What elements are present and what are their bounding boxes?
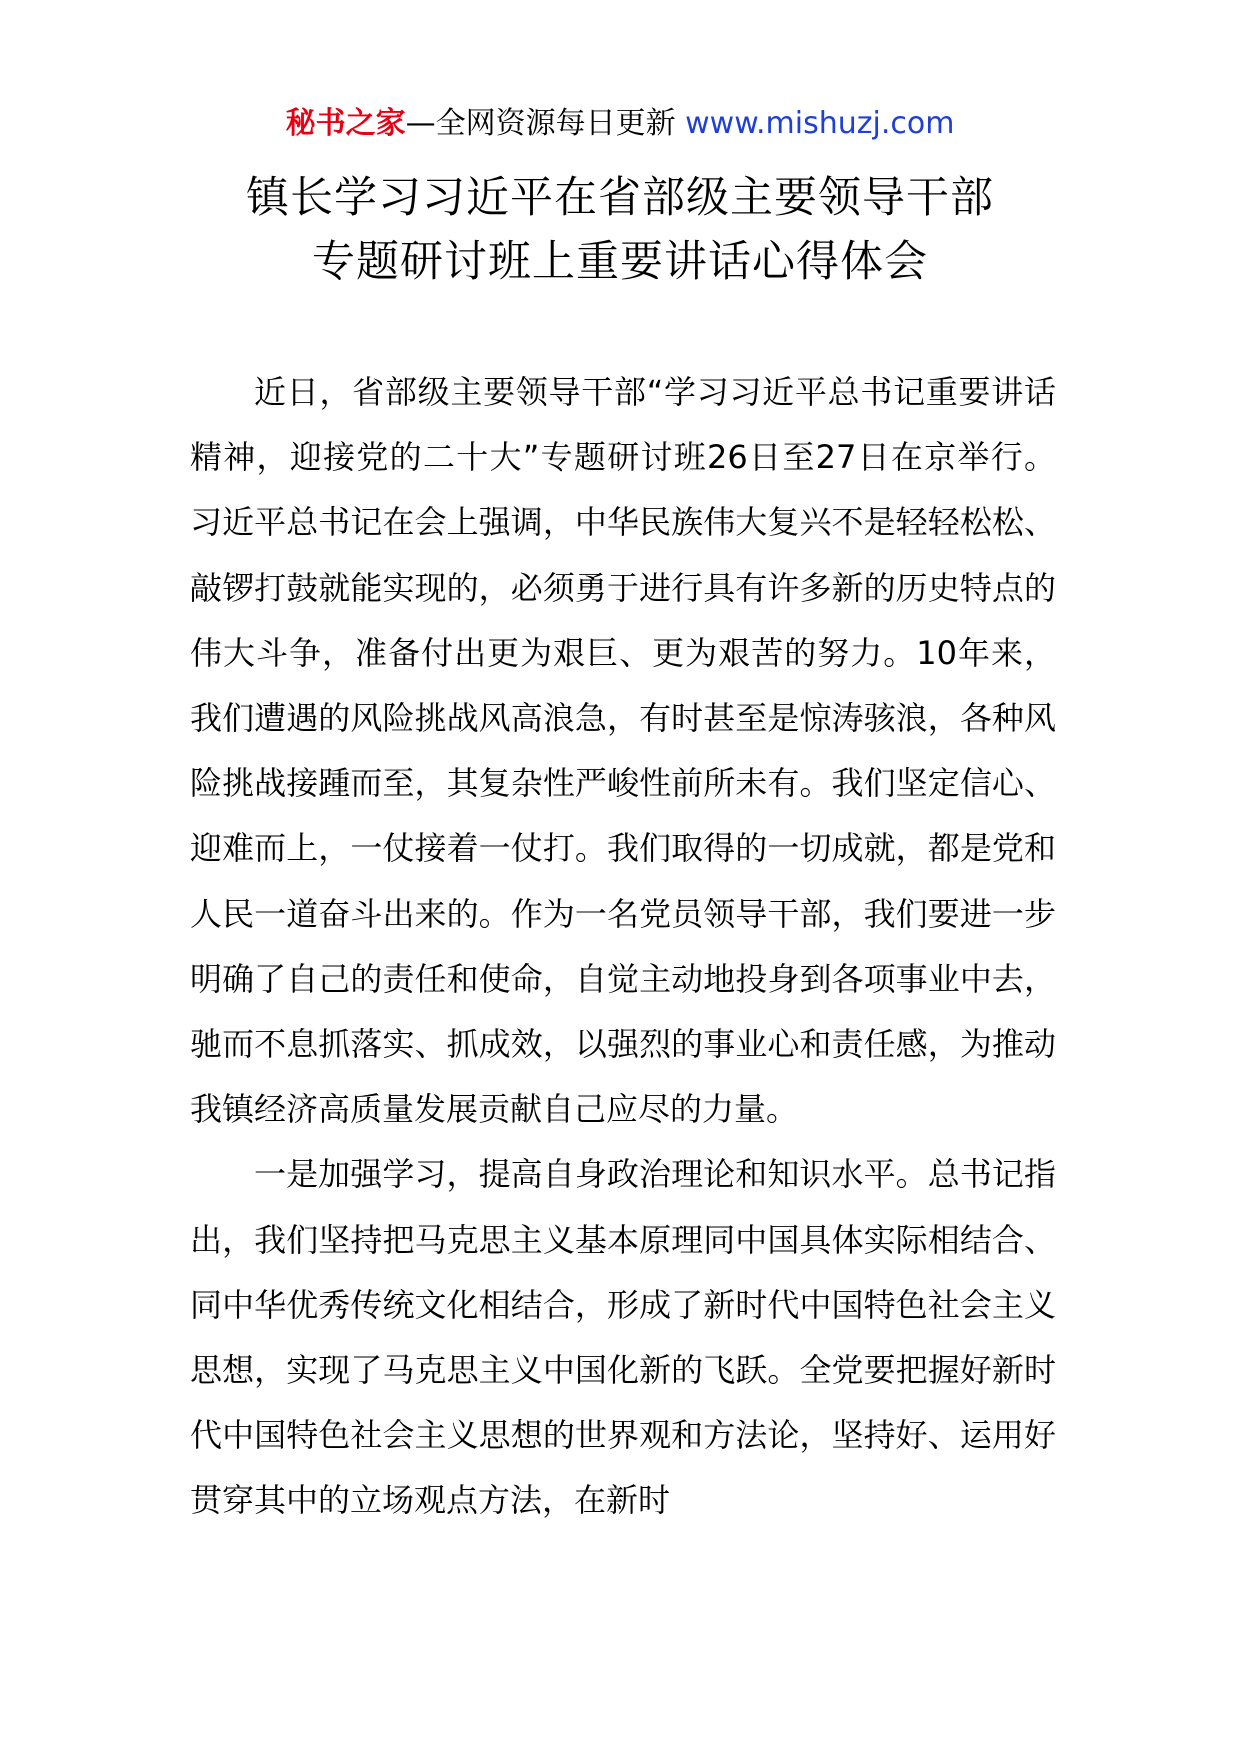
document-title [0, 166, 1240, 294]
site-header [0, 104, 1240, 144]
site-url-link[interactable]: www.mishuzj.com [685, 106, 955, 141]
site-brand: 秘书之家 [285, 106, 406, 141]
site-tagline: —全网资源每日更新 [405, 106, 676, 141]
title-line-2: 专题研讨班上重要讲话心得体会 [312, 237, 928, 287]
paragraph-point-1: 一是加强学习，提高自身政治理论和知识水平。总书记指出，我们坚持把马克思主义基本原理同中国具体实际相结合、同中华优秀传统文化相结合，形成了新时代中国特色社会主义思想，实现了马克思主义中国化新的飞跃。全党要把握好新时代中国特色社会主义思想的世界观和方法论，坚持好、运用好贯穿其中的立场观点方法，在新时 [190, 1155, 1056, 1520]
paragraph-intro: 近日，省部级主要领导干部“学习习近平总书记重要讲话精神，迎接党的二十大”专题研讨班26日至27日在京举行。习近平总书记在会上强调，中华民族伟大复兴不是轻轻松松、敲锣打鼓就能实现的，必须勇于进行具有许多新的历史特点的伟大斗争，准备付出更为艰巨、更为艰苦的努力。10年来，我们遭遇的风险挑战风高浪急，有时甚至是惊涛骇浪，各种风险挑战接踵而至，其复杂性严峻性前所未有。我们坚定信心、迎难而上，一仗接着一仗打。我们取得的一切成就，都是党和人民一道奋斗出来的。作为一名党员领导干部，我们要进一步明确了自己的责任和使命，自觉主动地投身到各项事业中去，驰而不息抓落实、抓成效，以强烈的事业心和责任感，为推动我镇经济高质量发展贡献自己应尽的力量。 [190, 373, 1056, 1129]
title-line-1: 镇长学习习近平在省部级主要领导干部 [246, 173, 994, 223]
document-body [190, 360, 1056, 1534]
